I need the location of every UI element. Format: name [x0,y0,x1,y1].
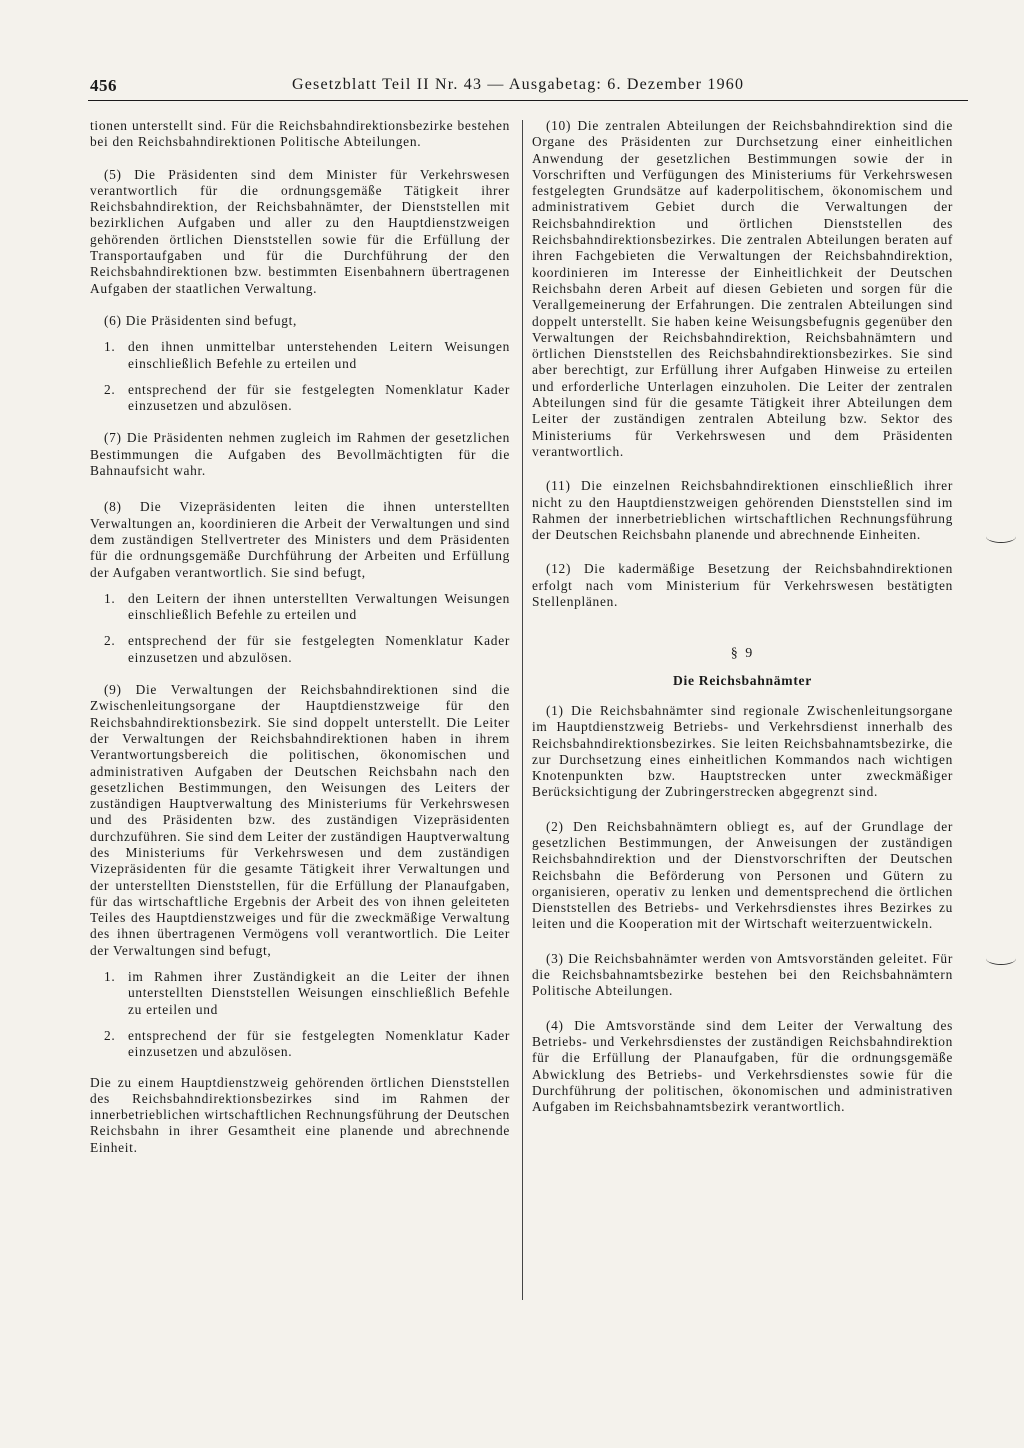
list-number: 1. [104,590,116,606]
paragraph-s4: (4) Die Amtsvorstände sind dem Leiter der Verwaltung des Betriebs- und Verkehrsdienstes der zuständigen Reichsbahndirektion für die Erfüllung der Planaufgaben, für die ordnungsgemäße Abwicklung des Betriebs- und Verkehrsdienstes sowie für die Durchführung der politischen, ökonomischen und administrativen Aufgaben im Reichsbahnamtsbezirk verantwortlich. [532,1017,953,1115]
list-item [90,633,510,666]
paragraph-s3: (3) Die Reichsbahnämter werden von Amtsvorständen geleitet. Für die Reichsbahnamtsbezirke bestehen bei den Reichsbahnämtern Politische Abteilungen. [532,950,953,999]
running-head: Gesetzblatt Teil II Nr. 43 — Ausgabetag: 6. Dezember 1960 [292,76,745,93]
list-item [90,969,510,1018]
header-rule [88,100,968,101]
list-text: entsprechend der für sie festgelegten Nomenklatur Kader einzusetzen und abzulösen. [128,633,510,665]
paragraph-5: (5) Die Präsidenten sind dem Minister für Verkehrswesen verantwortlich für die ordnungsgemäße Tätigkeit ihrer Reichsbahndirektion, der Reichsbahnämter, der Dienststellen mit bezirklichen Aufgaben und aller zu den Hauptdienstzweigen gehörenden örtlichen Dienststellen sowie für die Erfüllung der Transportaufgaben und für die Durchführung der den Reichsbahndirektionen bzw. bestimmten Eisenbahnern übertragenen Aufgaben der staatlichen Verwaltung. [90,166,510,296]
paragraph-s1: (1) Die Reichsbahnämter sind regionale Zwischenleitungsorgane im Hauptdienstzweig Betriebs- und Verkehrsdienst innerhalb des Reichsbahndirektionsbezirkes. Sie leiten Reichsbahnamtsbezirke, die zur Durchsetzung eines einheitlichen Kommandos nach wichtigen Knotenpunkten bzw. Hauptstrecken unter zweckmäßiger Berücksichtigung der Zubringerstrecken abgegrenzt sind. [532,702,953,800]
paragraph-8: (8) Die Vizepräsidenten leiten die ihnen unterstellten Verwaltungen an, koordinieren die Arbeit der Verwaltungen und sind dem zuständigen Stellvertreter des Ministers und dem Präsidenten für die ordnungsgemäße Durchführung der Arbeiten und Erfüllung der Aufgaben verantwortlich. Sie sind befugt, [90,499,510,580]
right-column [532,118,953,1131]
list-text: den Leitern der ihnen unterstellten Verwaltungen Weisungen einschließlich Befehle zu erteilen und [128,590,510,623]
page-number: 456 [90,76,117,95]
list-number: 2. [104,381,116,397]
margin-mark [986,530,1016,543]
paragraph-10: (10) Die zentralen Abteilungen der Reichsbahndirektion sind die Organe des Präsidenten zur Durchsetzung einer einheitlichen Anwendung der gesetzlichen Bestimmungen sowie der in Vorschriften und Verfügungen des Ministeriums für Verkehrswesen festgelegten Grundsätze auf kaderpolitischem, ökonomischem und administrativem Gebiet durch die Verwaltungen der Reichsbahndirektion und örtlichen Dienststellen des Reichsbahndirektionsbezirkes. Die zentralen Abteilungen beraten auf ihren Fachgebieten die Verwaltungen der Reichsbahndirektion, koordinieren im Interesse der Einheitlichkeit der Deutschen Reichsbahn deren Arbeit auf diesen Gebieten und sorgen für die Verallgemeinerung der Erfahrungen. Die zentralen Abteilungen sind doppelt unterstellt. Sie haben keine Weisungsbefugnis gegenüber den Verwaltungen der Reichsbahndirektion, Reichsbahnämtern und örtlichen Dienststellen des Reichsbahndirektionsbezirkes. Sie sind aber berechtigt, zur Erfüllung ihrer Aufgaben Hinweise zu erteilen und erforderliche Unterlagen einzuholen. Die Leiter der zentralen Abteilungen sind für die gesamte Tätigkeit ihrer Abteilungen dem Leiter der zuständigen zentralen Abteilung bzw. Sektor des Ministeriums für Verkehrswesen und dem Präsidenten verantwortlich. [532,118,953,459]
section-sign: § 9 [730,646,755,662]
list-number: 1. [104,339,116,355]
paragraph-closing: Die zu einem Hauptdienstzweig gehörenden örtlichen Dienststellen des Reichsbahndirektionsbezirkes sind im Rahmen der innerbetrieblichen wirtschaftlichen Rechnungsführung der Deutschen Reichsbahn in ihrer Gesamtheit eine planende und abrechnende Einheit. [90,1074,510,1155]
left-column [90,118,510,1172]
paragraph-s2: (2) Den Reichsbahnämtern obliegt es, auf der Grundlage der gesetzlichen Bestimmungen, der Anweisungen der zuständigen Reichsbahndirektion und der Dienstvorschriften der Deutschen Reichsbahn die Beförderung von Personen und Gütern zu organisieren, operativ zu lenken und dementsprechend die örtlichen Dienststellen des Betriebs- und Verkehrsdienstes ihres Bezirkes zu leiten und die Kooperation mit der Wirtschaft weiterzuentwickeln. [532,818,953,932]
paragraph-intro: tionen unterstellt sind. Für die Reichsbahndirektionsbezirke bestehen bei den Reichsbahndirektionen Politische Abteilungen. [90,118,510,150]
list-text: entsprechend der für sie festgelegten Nomenklatur Kader einzusetzen und abzulösen. [128,381,510,414]
list-number: 2. [104,1027,116,1043]
paragraph-12: (12) Die kadermäßige Besetzung der Reichsbahndirektionen erfolgt nach vom Ministerium für Verkehrswesen bestätigten Stellenplänen. [532,561,953,610]
column-divider [522,120,523,1300]
list-item [90,339,510,372]
section-title: Die Reichsbahnämter [672,672,813,688]
list-item [90,591,510,624]
list-item [90,382,510,415]
margin-mark [986,952,1016,965]
list-item [90,1028,510,1061]
list-text: im Rahmen ihrer Zuständigkeit an die Leiter der ihnen unterstellten Dienststellen Weisungen einschließlich Befehle zu erteilen und [128,969,510,1017]
list-text: entsprechend der für sie festgelegten Nomenklatur Kader einzusetzen und abzulösen. [128,1027,510,1060]
list-text: den ihnen unmittelbar unterstehenden Leitern Weisungen einschließlich Befehle zu erteilen und [128,339,510,371]
paragraph-7: (7) Die Präsidenten nehmen zugleich im Rahmen der gesetzlichen Bestimmungen die Aufgaben des Bevollmächtigten für die Bahnaufsicht wahr. [90,430,510,479]
list-number: 2. [104,633,116,649]
paragraph-6: (6) Die Präsidenten sind befugt, [104,312,298,328]
list-number: 1. [104,969,116,985]
paragraph-11: (11) Die einzelnen Reichsbahndirektionen einschließlich ihrer nicht zu den Hauptdienstzweigen gehörenden Dienststellen sind im Rahmen der innerbetrieblichen wirtschaftlichen Rechnungsführung der Deutschen Reichsbahn planende und abrechnende Einheiten. [532,478,953,543]
paragraph-9: (9) Die Verwaltungen der Reichsbahndirektionen sind die Zwischenleitungsorgane der Hauptdienstzweige für den Reichsbahndirektionsbezirk. Sie sind doppelt unterstellt. Die Leiter der Verwaltungen der Reichsbahndirektionen haben in ihrem Verantwortungsbereich die politischen, ökonomischen und administrativen Aufgaben der Deutschen Reichsbahn nach den gesetzlichen Bestimmungen, den Weisungen des Leiters der zuständigen Hauptverwaltung des Ministeriums für Verkehrswesen und des Präsidenten bzw. des zuständigen Vizepräsidenten durchzuführen. Sie sind dem Leiter der zuständigen Hauptverwaltung des Ministeriums für Verkehrswesen und dem zuständigen Vizepräsidenten für die gesamte Tätigkeit ihrer Verwaltungen und der unterstellten Dienststellen, für die Erfüllung der Planaufgaben, für das wirtschaftliche Ergebnis der Arbeit des von ihnen geleiteten Teiles des Hauptdienstzweiges und für die zweckmäßige Verwaltung des ihnen übertragenen Vermögens voll verantwortlich. Die Leiter der Verwaltungen sind befugt, [90,682,510,958]
